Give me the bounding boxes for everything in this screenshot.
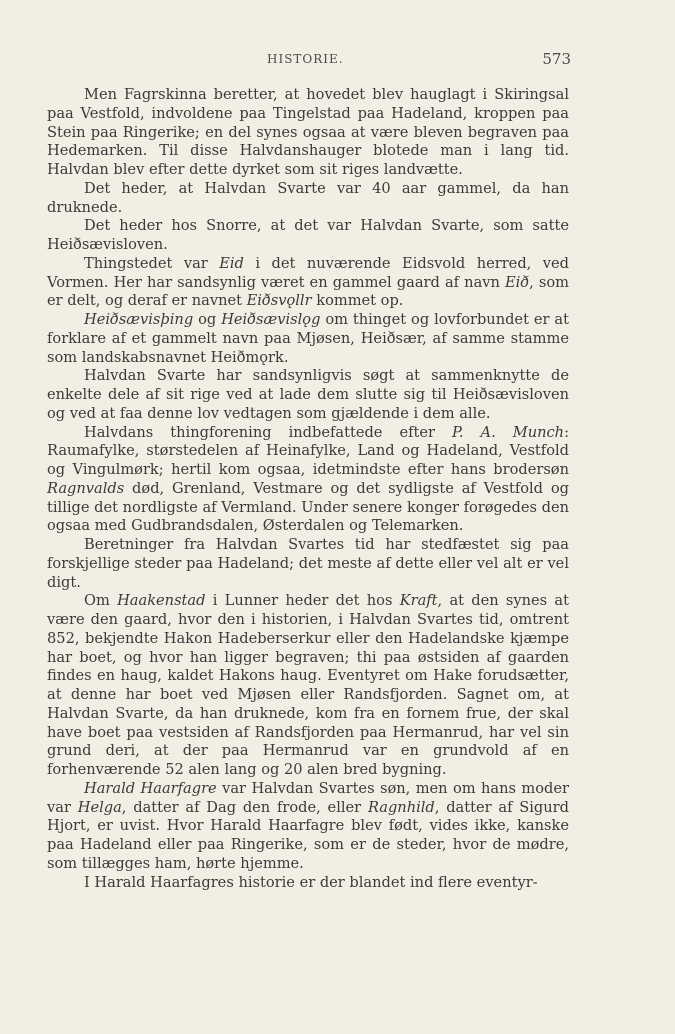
italic-term: Helga (77, 798, 122, 816)
italic-term: Eiðsvǫllr (246, 292, 312, 310)
paragraph (47, 180, 569, 218)
body-text (47, 86, 569, 892)
text-run: , som er delt, og deraf er navnet (47, 273, 569, 310)
text-run: kommet op. (311, 292, 404, 310)
text-run: Beretninger fra Halvdan Svartes tid har stedfæstet sig paa forskjellige steder paa Hadeland; det meste af dette eller vel alt er vel digt. (47, 536, 569, 591)
italic-term: Heiðsævislǫg (221, 311, 321, 328)
italic-term: Eið (505, 273, 530, 291)
text-run: Om (84, 592, 118, 610)
italic-term: Ragnhild (367, 798, 435, 816)
italic-term: P. A. Munch (452, 423, 565, 441)
text-run: Thingstedet var (84, 254, 220, 272)
text-run: , at den synes at være den gaard, hvor den i historien, i Halvdan Svartes tid, omtrent 852, bekjendte Hakon Hadeberserkur eller den Hadelandske kjæmpe har boet, og hvor han ligger begraven; thi paa østsiden af gaarden findes en haug, kaldet Hakons haug. Eventyret om Hake forudsætter, at denne har boet ved Mjøsen eller Randsfjorden. Sagnet om, at Halvdan Svarte, da han druknede, kom fra en fornem frue, der skal have boet paa vestsiden af Randsfjorden paa Hermanrud, har vel sin grund deri, at der paa Hermanrud var en grundvold af en forhenværende 52 alen lang og 20 alen bred bygning. (47, 592, 569, 778)
paragraph (47, 592, 569, 780)
text-run: I Harald Haarfagres historie er der blandet ind flere eventyr- (84, 873, 538, 891)
paragraph (47, 311, 569, 367)
text-run: Det heder, at Halvdan Svarte var 40 aar gammel, da han druknede. (47, 179, 569, 216)
paragraph (47, 217, 569, 255)
text-run: var Halvdan Svartes søn, men om hans moder var (47, 779, 570, 816)
page-number: 573 (542, 50, 571, 68)
italic-term: Harald Haarfagre (84, 779, 217, 797)
italic-term: Ragnvalds (47, 479, 125, 497)
text-run: i det nuværende Eidsvold herred, ved Vormen. Her har sandsynlig været en gammel gaard af navn (47, 254, 569, 291)
paragraph (47, 536, 569, 592)
italic-term: Eid (219, 254, 244, 272)
paragraph (47, 367, 569, 423)
text-run: Halvdans thingforening indbefattede efter (84, 423, 453, 441)
text-run: Halvdan Svarte har sandsynligvis søgt at sammenknytte de enkelte dele af sit rige ved at lade dem slutte sig til Heiðsævisloven og ved at faa denne lov vedtagen som gjældende i dem alle. (47, 367, 569, 422)
text-run: om thinget og lovforbundet er at forklare af et gammelt navn paa Mjøsen, Heiðsær, af samme stamme som landskabsnavnet Heiðmǫrk. (47, 311, 569, 366)
running-head: HISTORIE. (267, 52, 344, 66)
paragraph (47, 86, 569, 180)
text-run: : Raumafylke, størstedelen af Heinafylke, Land og Hadeland, Vestfold og Vingulmørk; hertil kom ogsaa, idetmindste efter hans brodersøn (47, 423, 569, 478)
text-run: død, Grenland, Vestmare og det sydligste af Vestfold og tillige det nordligste af Vermland. Under senere konger forøgedes den ogsaa med Gudbrandsdalen, Østerdalen og Telemarken. (47, 479, 569, 535)
paragraph (47, 424, 569, 537)
text-run: i Lunner heder det hos (205, 592, 400, 610)
page-header (47, 46, 569, 70)
text-run: , datter af Sigurd Hjort, er uvist. Hvor Harald Haarfagre blev født, vides ikke, kanske paa Hadeland eller paa Ringerike, som er de steder, hvor de mødre, som tillægges ham, hørte hjemme. (47, 798, 569, 872)
text-run: Men Fagrskinna beretter, at hovedet blev hauglagt i Skiringsal paa Vestfold, indvoldene paa Tingelstad paa Hadeland, kroppen paa Stein paa Ringerike; en del synes ogsaa at være bleven begraven paa Hedemarken. Til disse Halvdanshauger blotede man i lang tid. Halvdan blev efter dette dyrket som sit riges landvætte. (47, 86, 569, 178)
text-run: Det heder hos Snorre, at det var Halvdan Svarte, som satte Heiðsævisloven. (47, 217, 569, 253)
book-page (47, 46, 569, 892)
italic-term: Heiðsævisþing (84, 311, 194, 328)
italic-term: Kraft (399, 592, 438, 610)
italic-term: Haakenstad (117, 592, 206, 610)
paragraph (47, 874, 569, 893)
paragraph (47, 780, 569, 874)
paragraph (47, 255, 569, 311)
text-run: og (193, 311, 222, 328)
text-run: , datter af Dag den frode, eller (121, 798, 368, 816)
